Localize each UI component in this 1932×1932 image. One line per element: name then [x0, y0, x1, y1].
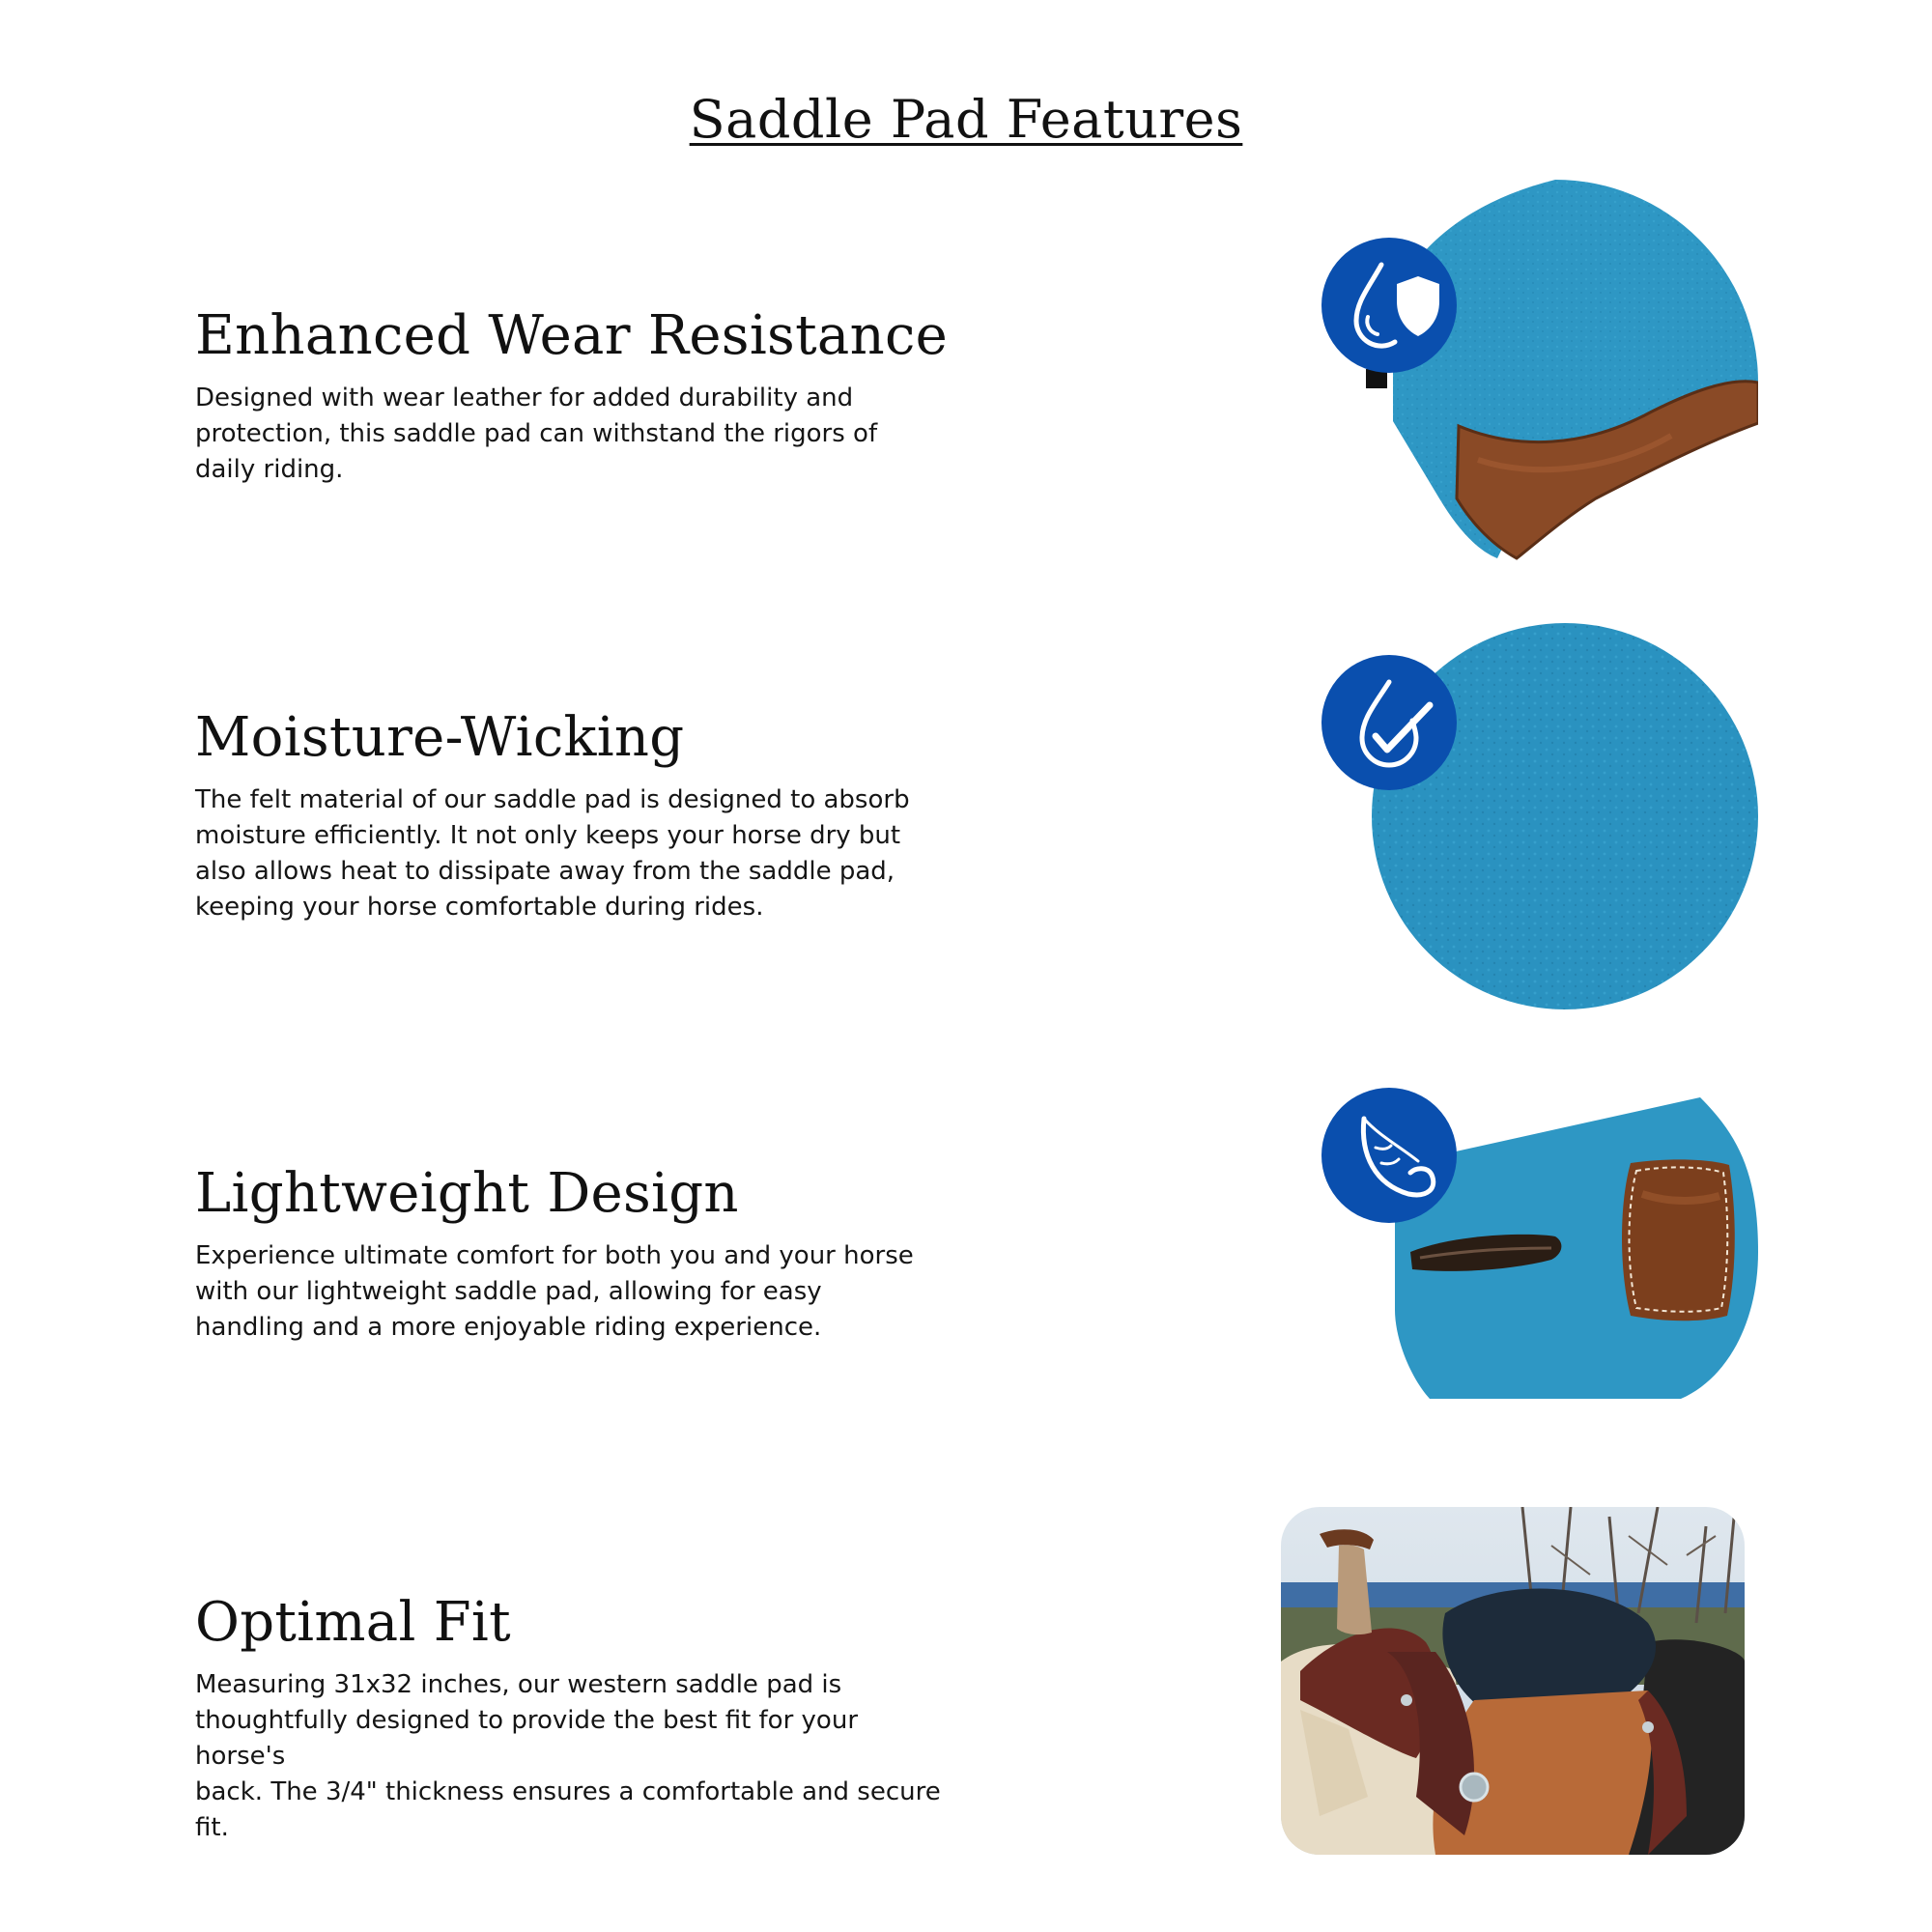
feature-description [195, 1667, 949, 1846]
feature-wear-resistance [195, 305, 949, 488]
feature-title: Enhanced Wear Resistance [195, 304, 949, 367]
feature-optimal-fit [195, 1592, 949, 1846]
feature-description-line: The felt material of our saddle pad is designed to absorb [195, 785, 910, 815]
feature-title: Lightweight Design [195, 1162, 739, 1225]
feature-description-line: protection, this saddle pad can withstand the rigors of [195, 419, 878, 449]
feature-description-line: handling and a more enjoyable riding experience. [195, 1313, 822, 1343]
feature-description-line: Measuring 31x32 inches, our western saddle pad is [195, 1670, 842, 1700]
water-drop-check-icon [1321, 655, 1457, 790]
page-title [0, 89, 1932, 150]
feature-moisture-wicking [195, 707, 949, 925]
feature-description-line: thoughtfully designed to provide the best fit for your horse's [195, 1706, 859, 1772]
feather-icon [1321, 1088, 1457, 1223]
feature-description-line: keeping your horse comfortable during rides. [195, 893, 764, 923]
wear-leather-image [1323, 180, 1758, 566]
feature-description-line: Designed with wear leather for added durability and [195, 384, 854, 413]
feature-description-line: daily riding. [195, 455, 344, 485]
feature-description-line: also allows heat to dissipate away from the saddle pad, [195, 857, 895, 887]
page-title-text: Saddle Pad Features [689, 89, 1243, 150]
lightweight-pad-image [1323, 1088, 1758, 1406]
feature-lightweight-design [195, 1163, 949, 1346]
feature-description-line: Experience ultimate comfort for both you and your horse [195, 1241, 914, 1271]
feature-description [195, 1238, 949, 1346]
feature-description-line: back. The 3/4" thickness ensures a comfortable and secure fit. [195, 1777, 941, 1843]
feature-description [195, 381, 949, 488]
feature-description-line: with our lightweight saddle pad, allowing for easy [195, 1277, 822, 1307]
water-drop-shield-icon [1321, 238, 1457, 373]
saddle-photo [1281, 1507, 1745, 1855]
feature-description-line: moisture efficiently. It not only keeps your horse dry but [195, 821, 901, 851]
felt-material-image [1323, 618, 1758, 1014]
feature-title: Optimal Fit [195, 1591, 511, 1654]
feature-description [195, 782, 949, 925]
feature-title: Moisture-Wicking [195, 706, 685, 769]
